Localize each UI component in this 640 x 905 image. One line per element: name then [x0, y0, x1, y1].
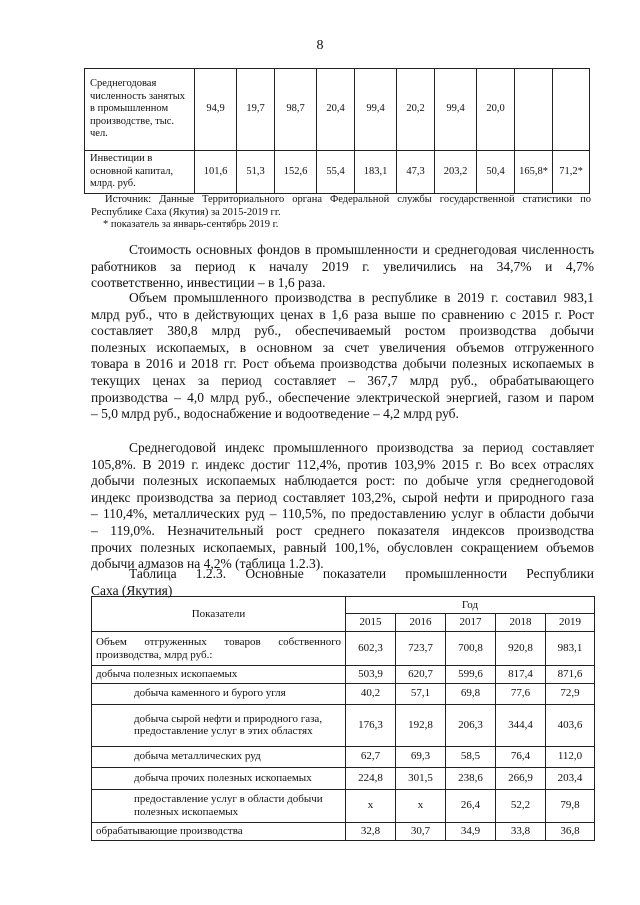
table-cell: 50,4	[477, 151, 515, 194]
text-line: производства – 4,0 млрд руб., обеспечение электрической энергией, газом и паром	[91, 389, 594, 405]
header-year-cell: 2015	[346, 614, 396, 632]
table-cell: 19,7	[237, 69, 275, 151]
row-label-investment: Инвестиции в основной капитал, млрд. руб.	[85, 151, 195, 194]
row-label: обрабатывающие производства	[92, 822, 346, 840]
row-label: Объем отгруженных товаров собственного производства, млрд руб.:	[92, 632, 346, 666]
table-cell: 94,9	[195, 69, 237, 151]
table-cell: 871,6	[546, 666, 595, 684]
header-indicators: Показатели	[92, 597, 346, 632]
table-cell: 62,7	[346, 746, 396, 767]
table-row	[92, 789, 595, 822]
table-cell: 206,3	[446, 704, 496, 746]
text-line: работников за период к началу 2019 г. увеличились на 34,7% и 4,7%	[91, 258, 594, 274]
table-row	[92, 666, 595, 684]
table-row	[92, 632, 595, 666]
header-year: Год	[346, 597, 595, 614]
text-line: соответственно, инвестиции – в 1,6 раза.	[91, 275, 326, 291]
table-cell: 183,1	[355, 151, 397, 194]
header-year-cell: 2017	[446, 614, 496, 632]
header-year-cell: 2018	[496, 614, 546, 632]
table-cell: 72,9	[546, 683, 595, 704]
source-note-line: Республике Саха (Якутия) за 2015-2019 гг.	[91, 206, 281, 218]
table-cell: 26,4	[446, 789, 496, 822]
table-cell: 57,1	[396, 683, 446, 704]
table-cell: 20,4	[317, 69, 355, 151]
table-row	[85, 69, 590, 151]
table-cell: 36,8	[546, 822, 595, 840]
table-cell: 620,7	[396, 666, 446, 684]
text-line: – 119,0%. Незначительный рост среднего показателя индексов производства	[91, 522, 594, 538]
paragraph	[91, 290, 594, 423]
table-cell: 52,2	[496, 789, 546, 822]
indicators-table	[91, 596, 595, 841]
table-cell: 403,6	[546, 704, 595, 746]
row-label: предоставление услуг в области добычи полезных ископаемых	[92, 789, 346, 822]
table-row	[92, 767, 595, 789]
table-cell: 920,8	[496, 632, 546, 666]
table-cell: 301,5	[396, 767, 446, 789]
text-line: млрд руб., что в действующих ценах в 1,6 раза выше по сравнению с 2015 г. Рост	[91, 306, 594, 322]
text-line: Среднегодовой индекс промышленного производства за период составляет	[129, 440, 594, 455]
table-cell: 192,8	[396, 704, 446, 746]
top-table	[84, 68, 590, 194]
table-cell: 165,8*	[515, 151, 553, 194]
table-cell: 599,6	[446, 666, 496, 684]
header-year-cell: 2016	[396, 614, 446, 632]
table-cell: 34,9	[446, 822, 496, 840]
row-label: добыча металлических руд	[92, 746, 346, 767]
table-cell: 20,2	[397, 69, 435, 151]
text-line: текущих ценах за период составляет – 367,7 млрд руб., обрабатывающего	[91, 372, 594, 388]
text-line: товара в 2016 и 2018 гг. Рост объема производства добычи полезных ископаемых в	[91, 356, 594, 372]
source-note	[91, 194, 591, 219]
source-note-line: Источник: Данные Территориального органа Федеральной службы государственной статистики по	[105, 194, 591, 205]
text-line: Стоимость основных фондов в промышленности и среднегодовая численность	[129, 242, 594, 257]
footnote-star: * показатель за январь-сентябрь 2019 г.	[103, 219, 279, 230]
table-cell: 101,6	[195, 151, 237, 194]
table-cell: 69,8	[446, 683, 496, 704]
table-cell	[515, 69, 553, 151]
caption-line: Саха (Якутия)	[91, 582, 173, 598]
table-cell: 30,7	[396, 822, 446, 840]
table-cell: 58,5	[446, 746, 496, 767]
table-cell: 723,7	[396, 632, 446, 666]
table-cell: 99,4	[435, 69, 477, 151]
text-line: – 110,4%, металлических руд – 110,5%, по предоставлению услуг в области добычи	[91, 506, 594, 522]
row-label: добыча прочих полезных ископаемых	[92, 767, 346, 789]
table-cell: 203,4	[546, 767, 595, 789]
table-cell: 503,9	[346, 666, 396, 684]
table-cell: 33,8	[496, 822, 546, 840]
text-line: Объем промышленного производства в республике в 2019 г. составил 983,1	[129, 290, 594, 305]
text-line: составляет 380,8 млрд руб., обеспечиваемый ростом производства добычи	[91, 323, 594, 339]
paragraph	[91, 440, 594, 573]
table-cell: 602,3	[346, 632, 396, 666]
table-cell: 238,6	[446, 767, 496, 789]
table-cell: 817,4	[496, 666, 546, 684]
page-number: 8	[316, 38, 324, 53]
table-cell: х	[396, 789, 446, 822]
table-cell: 99,4	[355, 69, 397, 151]
table-cell: х	[346, 789, 396, 822]
text-line: – 5,0 млрд руб., водоснабжение и водоотведение – 4,2 млрд руб.	[91, 406, 459, 422]
table-cell: 55,4	[317, 151, 355, 194]
table-row	[92, 746, 595, 767]
row-label-employment: Среднегодовая численность занятых в промышленном производстве, тыс. чел.	[85, 69, 195, 151]
caption-line: Таблица 1.2.3. Основные показатели промышленности Республики	[129, 566, 594, 581]
table-cell: 51,3	[237, 151, 275, 194]
text-line: 105,8%. В 2019 г. индекс достиг 112,4%, против 103,9% 2015 г. Во всех отраслях	[91, 456, 594, 472]
table-cell: 176,3	[346, 704, 396, 746]
table-cell: 77,6	[496, 683, 546, 704]
table-cell: 47,3	[397, 151, 435, 194]
text-line: добычи полезных ископаемых наблюдается рост: по добыче угля среднегодовой	[91, 473, 594, 489]
table-row	[92, 683, 595, 704]
table-cell: 152,6	[275, 151, 317, 194]
row-label: добыча каменного и бурого угля	[92, 683, 346, 704]
text-line: индекс производства за период составляет 103,2%, сырой нефти и природного газа	[91, 489, 594, 505]
table-cell: 344,4	[496, 704, 546, 746]
table-cell: 32,8	[346, 822, 396, 840]
table-cell: 98,7	[275, 69, 317, 151]
table-cell	[553, 69, 590, 151]
header-year-cell: 2019	[546, 614, 595, 632]
table-header-row	[92, 597, 595, 614]
row-label: добыча сырой нефти и природного газа, предоставление услуг в этих областях	[92, 704, 346, 746]
text-line: прочих полезных ископаемых, равный 100,1%, обусловлен сокращением объемов	[91, 539, 594, 555]
table-cell: 983,1	[546, 632, 595, 666]
table-cell: 79,8	[546, 789, 595, 822]
table-cell: 76,4	[496, 746, 546, 767]
table-row	[85, 151, 590, 194]
table-cell: 40,2	[346, 683, 396, 704]
table-cell: 203,2	[435, 151, 477, 194]
paragraph	[91, 242, 594, 292]
table-row	[92, 704, 595, 746]
table-cell: 112,0	[546, 746, 595, 767]
table-cell: 20,0	[477, 69, 515, 151]
table-cell: 224,8	[346, 767, 396, 789]
table-caption	[91, 566, 594, 599]
table-cell: 266,9	[496, 767, 546, 789]
table-cell: 700,8	[446, 632, 496, 666]
text-line: полезных ископаемых, в основном за счет увеличения объемов отгруженного	[91, 339, 594, 355]
table-row	[92, 822, 595, 840]
row-label: добыча полезных ископаемых	[92, 666, 346, 684]
table-cell: 71,2*	[553, 151, 590, 194]
text-line: добычи алмазов на 4,2% (таблица 1.2.3).	[91, 556, 324, 572]
table-cell: 69,3	[396, 746, 446, 767]
